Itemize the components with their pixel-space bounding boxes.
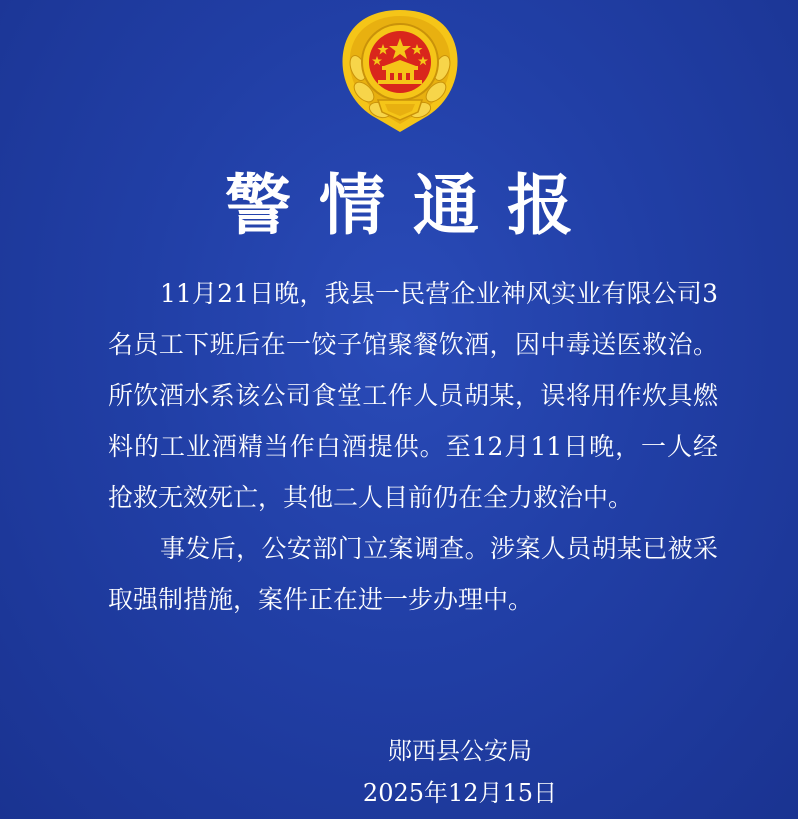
notice-body [108, 268, 718, 625]
notice-paragraph: 11月21日晚，我县一民营企业神风实业有限公司3名员工下班后在一饺子馆聚餐饮酒，因中毒送医救治。所饮酒水系该公司食堂工作人员胡某，误将用作炊具燃料的工业酒精当作白酒提供。至12月11日晚，一人经抢救无效死亡，其他二人目前仍在全力救治中。 [108, 279, 718, 512]
police-emblem-icon [338, 8, 462, 136]
issue-date: 2025年12月15日 [362, 779, 558, 807]
notice-signature [330, 730, 590, 814]
issuer-name: 郧西县公安局 [388, 737, 532, 765]
notice-title: 警情通报 [225, 167, 601, 244]
notice-paragraph: 事发后，公安部门立案调查。涉案人员胡某已被采取强制措施，案件正在进一步办理中。 [108, 534, 718, 614]
